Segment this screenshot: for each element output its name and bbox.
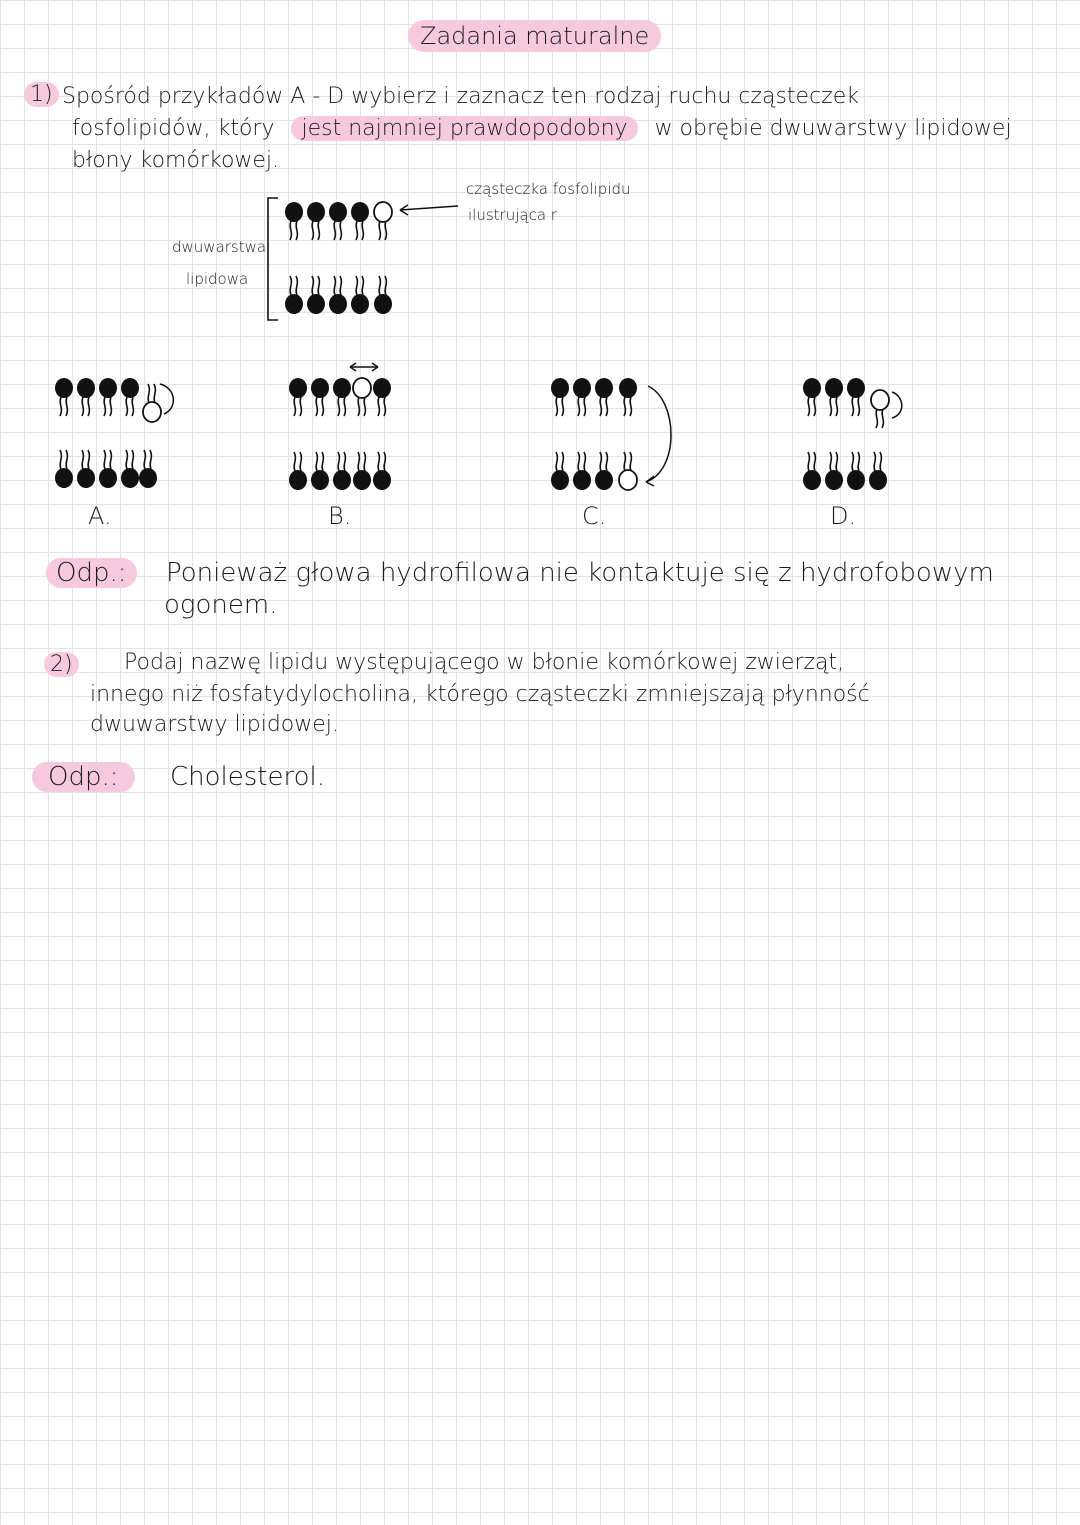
bilayer-label-line-2: lipidowa [186,270,249,288]
molecule-label-line-2: ilustrująca r [468,206,557,224]
page-title: Zadania maturalne [408,20,661,52]
option-a-diagram [55,378,173,488]
option-a-label: A. [88,502,112,530]
question-1-line-2b: w obrębie dwuwarstwy lipidowej [654,116,1012,141]
question-1-number: 1) [24,82,59,108]
question-1-highlight: jest najmniej prawdopodobny [291,116,637,141]
question-2-line-2: innego niż fosfatydylocholina, którego cząsteczki zmniejszają płynność [90,682,870,707]
molecule-label-line-1: cząsteczka fosfolipidu [466,180,631,198]
option-c-label: C. [582,502,607,530]
question-2-line-1: Podaj nazwę lipidu występującego w błonie komórkowej zwierząt, [124,650,845,675]
answer-1-label: Odp.: [46,558,137,588]
question-1-line-3: błony komórkowej. [72,148,280,173]
option-b-label: B. [328,502,352,530]
question-1-line-1: Spośród przykładów A - D wybierz i zaznacz ten rodzaj ruchu cząsteczek [62,84,860,109]
bilayer-label-line-1: dwuwarstwa [172,238,267,256]
question-2-number: 2) [44,652,79,678]
answer-2-text: Cholesterol. [170,762,326,792]
reference-bilayer [268,198,458,320]
answer-1-line-1: Ponieważ głowa hydrofilowa nie kontaktuje się z hydrofobowym [166,558,994,588]
option-d-diagram [803,378,902,490]
answer-1-line-2: ogonem. [164,590,278,620]
option-d-label: D. [830,502,857,530]
option-c-diagram [551,378,671,490]
answer-2-label: Odp.: [32,762,135,792]
question-1-line-2a: fosfolipidów, który [72,116,275,141]
option-b-diagram [289,363,391,490]
question-2-line-3: dwuwarstwy lipidowej. [90,712,339,737]
